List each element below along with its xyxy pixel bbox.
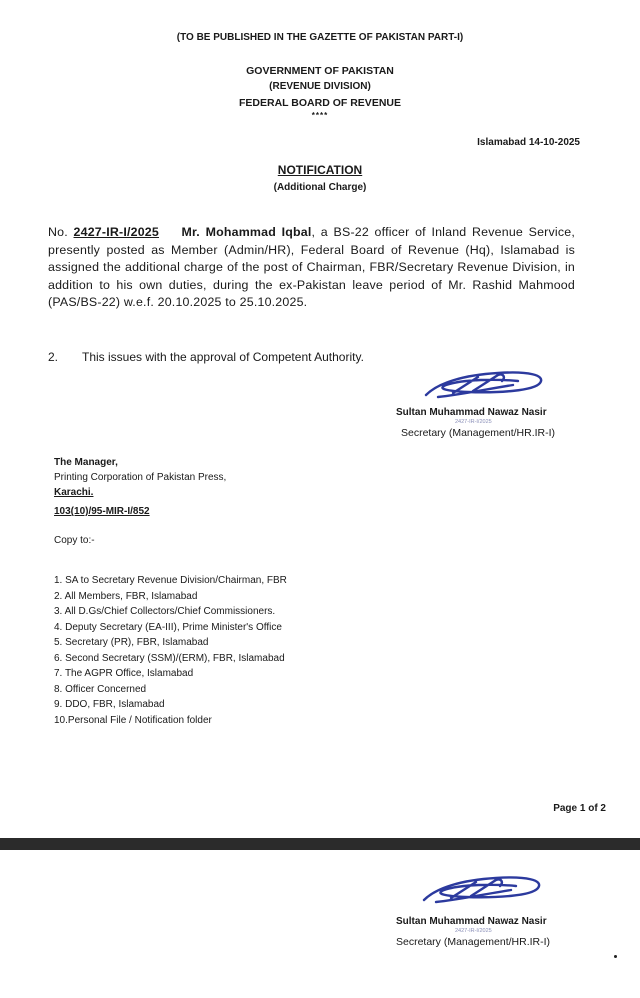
notification-body-text: , a BS-22 officer of Inland Revenue Service, presently posted as Member (Admin/HR), Federal Board of Revenue (Hq), Islamabad is assigned the additional charge of the post of Chairman, FBR/Secretary Revenue Division, in addition to his own duties, during the ex-Pakistan leave period of Mr. Rashid Mahmood (PAS/BS-22) w.e.f. 20.10.2025 to 25.10.2025.	[48, 225, 575, 309]
list-item: 9. DDO, FBR, Islamabad	[54, 699, 165, 710]
signatory-title: Secretary (Management/HR.IR-I)	[401, 427, 556, 439]
gazette-heading: (TO BE PUBLISHED IN THE GAZETTE OF PAKISTAN PART-I)	[176, 32, 464, 43]
board-title: FEDERAL BOARD OF REVENUE	[239, 97, 401, 109]
officer-name: Mr. Mohammad Iqbal	[181, 225, 312, 239]
separator-stars: ****	[311, 111, 329, 120]
list-item: 2. All Members, FBR, Islamabad	[54, 590, 198, 602]
date-line: Islamabad 14-10-2025	[477, 137, 580, 148]
page2-signatory-title: Secretary (Management/HR.IR-I)	[396, 936, 551, 948]
signature-icon	[416, 870, 546, 910]
scan-dot	[614, 955, 617, 958]
recipient-city: Karachi.	[54, 487, 94, 498]
recipient-line-2: Printing Corporation of Pakistan Press,	[54, 472, 227, 483]
page-number: Page 1 of 2	[553, 803, 606, 814]
list-item: 7. The AGPR Office, Islamabad	[54, 668, 194, 679]
government-title: GOVERNMENT OF PAKISTAN	[246, 65, 394, 77]
list-item: 4. Deputy Secretary (EA-III), Prime Minister's Office	[54, 621, 282, 633]
copy-list	[54, 573, 287, 728]
list-item: 3. All D.Gs/Chief Collectors/Chief Commissioners.	[54, 606, 276, 617]
notification-subtitle: (Additional Charge)	[273, 182, 367, 193]
notification-title: NOTIFICATION	[277, 163, 363, 177]
page2-signatory-name: Sultan Muhammad Nawaz Nasir	[396, 916, 547, 927]
list-item: 5. Secretary (PR), FBR, Islamabad	[54, 637, 209, 648]
list-item: 6. Second Secretary (SSM)/(ERM), FBR, Islamabad	[54, 652, 285, 664]
notification-number-label: No.	[48, 225, 68, 239]
page-break-divider	[0, 838, 640, 850]
recipient-block	[54, 455, 226, 500]
signature-ref-stamp: 2427-IR-I/2025	[455, 419, 492, 425]
signatory-name: Sultan Muhammad Nawaz Nasir	[396, 407, 547, 418]
list-item: 8. Officer Concerned	[54, 683, 147, 695]
approval-paragraph	[48, 350, 364, 364]
list-item: 1. SA to Secretary Revenue Division/Chairman, FBR	[54, 575, 287, 586]
copy-to-label: Copy to:-	[54, 535, 95, 546]
page2-signature-ref-stamp: 2427-IR-I/2025	[455, 928, 492, 934]
division-title: (REVENUE DIVISION)	[269, 81, 371, 92]
notification-body	[48, 224, 575, 312]
recipient-line-1: The Manager,	[54, 457, 118, 468]
notification-number: 2427-IR-I/2025	[73, 225, 159, 239]
list-item: 10.Personal File / Notification folder	[54, 714, 212, 726]
signature-icon	[418, 365, 548, 405]
reference-number: 103(10)/95-MIR-I/852	[54, 506, 150, 517]
paragraph-number: 2.	[48, 350, 59, 364]
approval-text: This issues with the approval of Competent Authority.	[82, 350, 364, 364]
